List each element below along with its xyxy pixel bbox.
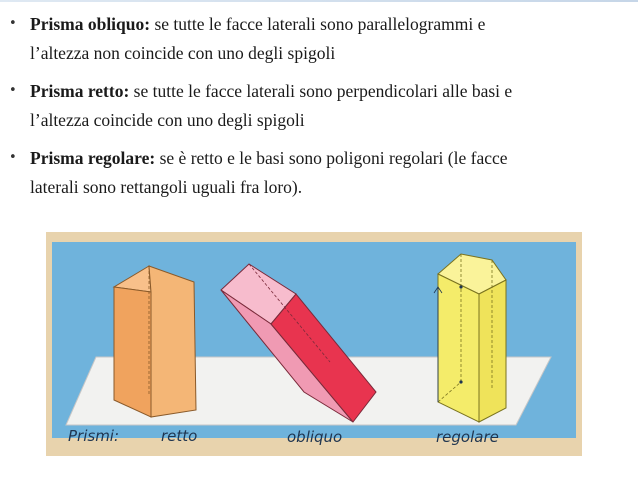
bullet-dot-icon: • bbox=[9, 150, 17, 165]
term-label: Prisma retto: bbox=[30, 81, 130, 101]
bullet-prisma-obliquo bbox=[0, 10, 630, 67]
regular-prism-shape bbox=[434, 254, 506, 422]
caption-regolare: regolare bbox=[436, 428, 499, 446]
bullet-text-continuation: l’altezza non coincide con uno degli spigoli bbox=[30, 42, 336, 63]
bullet-text: se tutte le facce laterali sono parallelogrammi e bbox=[150, 14, 486, 34]
bullet-prisma-regolare bbox=[0, 144, 630, 201]
term-label: Prisma obliquo: bbox=[30, 14, 151, 34]
term-label: Prisma regolare: bbox=[30, 148, 156, 168]
bullet-list bbox=[0, 10, 630, 211]
bullet-dot-icon: • bbox=[9, 83, 17, 98]
caption-prismi: Prismi: bbox=[68, 427, 120, 445]
bullet-text: se è retto e le basi sono poligoni regolari (le facce bbox=[155, 148, 508, 168]
bullet-dot-icon: • bbox=[9, 16, 17, 31]
caption-retto: retto bbox=[161, 427, 198, 445]
bullet-prisma-retto bbox=[0, 77, 630, 134]
bullet-text-continuation: l’altezza coincide con uno degli spigoli bbox=[30, 109, 305, 130]
bullet-text: se tutte le facce laterali sono perpendicolari alle basi e bbox=[129, 81, 513, 101]
prisms-illustration bbox=[46, 232, 582, 456]
bullet-text-continuation: laterali sono rettangoli uguali fra loro). bbox=[30, 176, 303, 197]
caption-obliquo: obliquo bbox=[287, 428, 343, 446]
prisms-drawing bbox=[46, 232, 582, 456]
right-prism-shape bbox=[114, 266, 196, 417]
